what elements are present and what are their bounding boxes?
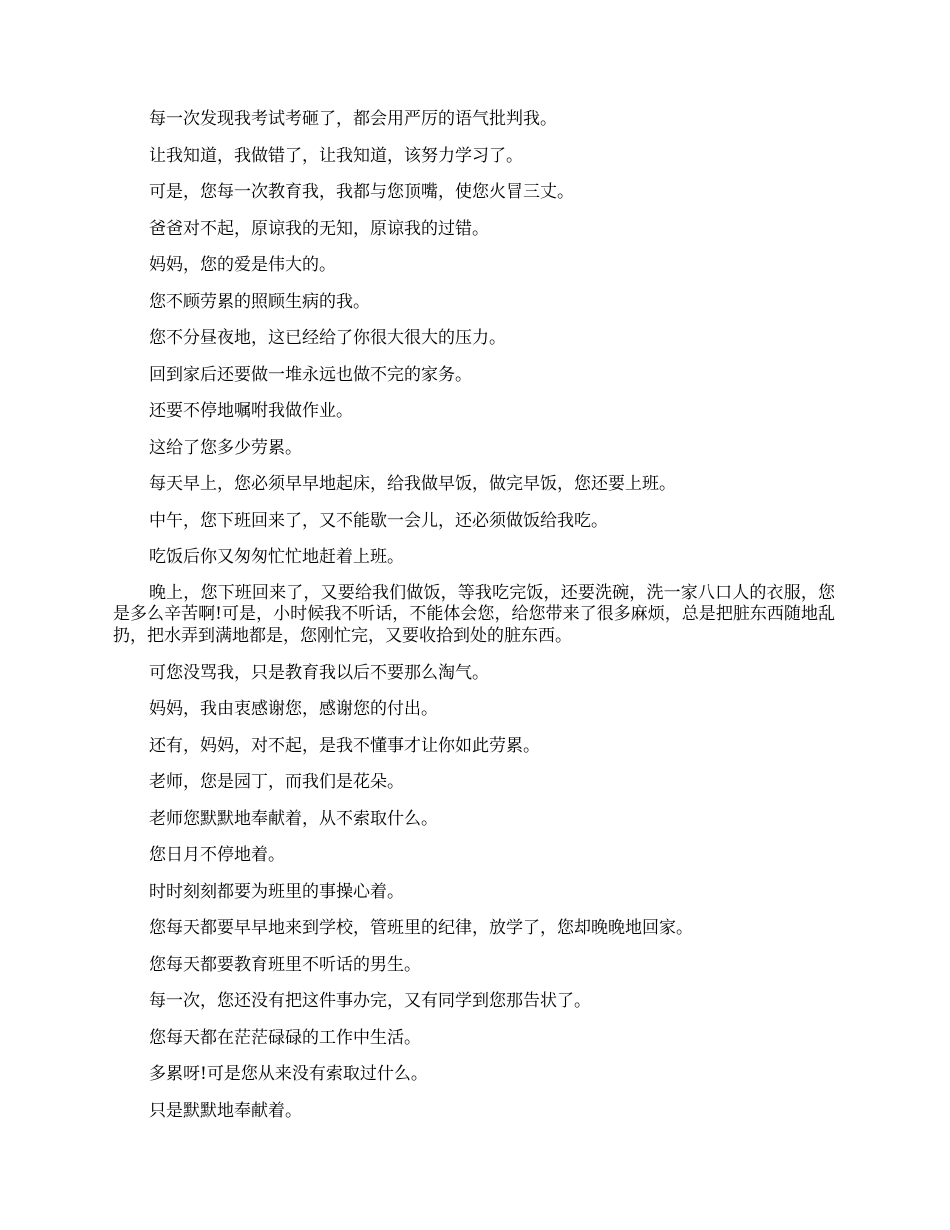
paragraph: 多累呀!可是您从来没有索取过什么。 — [149, 1064, 428, 1084]
paragraph: 妈妈，我由衷感谢您，感谢您的付出。 — [149, 699, 438, 719]
paragraph: 每天早上，您必须早早地起床，给我做早饭，做完早饭，您还要上班。 — [149, 474, 676, 494]
paragraph: 可是，您每一次教育我，我都与您顶嘴，使您火冒三丈。 — [149, 182, 574, 202]
paragraph: 这给了您多少劳累。 — [149, 437, 302, 458]
paragraph: 您每天都在茫茫碌碌的工作中生活。 — [149, 1027, 421, 1048]
paragraph: 让我知道，我做错了，让我知道，该努力学习了。 — [149, 145, 523, 166]
paragraph: 只是默默地奉献着。 — [149, 1100, 302, 1121]
paragraph: 您每天都要教育班里不听话的男生。 — [149, 954, 421, 975]
paragraph: 您不分昼夜地，这已经给了你很大很大的压力。 — [149, 328, 506, 348]
paragraph: 还要不停地嘱咐我做作业。 — [149, 401, 353, 421]
paragraph: 老师您默默地奉献着，从不索取什么。 — [149, 808, 438, 829]
paragraph: 时时刻刻都要为班里的事操心着。 — [149, 881, 404, 902]
paragraph-long: 晚上，您下班回来了，又要给我们做饭，等我吃完饭，还要洗碗，洗一家八口人的衣服，您是多么辛苦啊!可是，小时候我不听话，不能体会您，给您带来了很多麻烦，总是把脏东西随地乱扔，把水弄到满地都是，您刚忙完，又要收拾到处的脏东西。 — [113, 582, 835, 646]
paragraph: 每一次发现我考试考砸了，都会用严厉的语气批判我。 — [149, 109, 557, 129]
paragraph: 吃饭后你又匆匆忙忙地赶着上班。 — [149, 547, 404, 567]
paragraph: 您不顾劳累的照顾生病的我。 — [149, 291, 370, 312]
paragraph: 还有，妈妈，对不起，是我不懂事才让你如此劳累。 — [149, 735, 540, 756]
paragraph: 可您没骂我，只是教育我以后不要那么淘气。 — [149, 662, 489, 683]
paragraph: 每一次，您还没有把这件事办完，又有同学到您那告状了。 — [149, 991, 591, 1011]
paragraph: 回到家后还要做一堆永远也做不完的家务。 — [149, 364, 472, 385]
paragraph: 您每天都要早早地来到学校，管班里的纪律，放学了，您却晚晚地回家。 — [149, 918, 693, 938]
paragraph: 爸爸对不起，原谅我的无知，原谅我的过错。 — [149, 218, 489, 239]
paragraph: 中午，您下班回来了，又不能歇一会儿，还必须做饭给我吃。 — [149, 510, 608, 531]
document-body — [113, 108, 835, 1136]
paragraph: 您日月不停地着。 — [149, 845, 285, 865]
paragraph: 妈妈，您的爱是伟大的。 — [149, 255, 336, 275]
paragraph: 老师，您是园丁，而我们是花朵。 — [149, 772, 404, 792]
